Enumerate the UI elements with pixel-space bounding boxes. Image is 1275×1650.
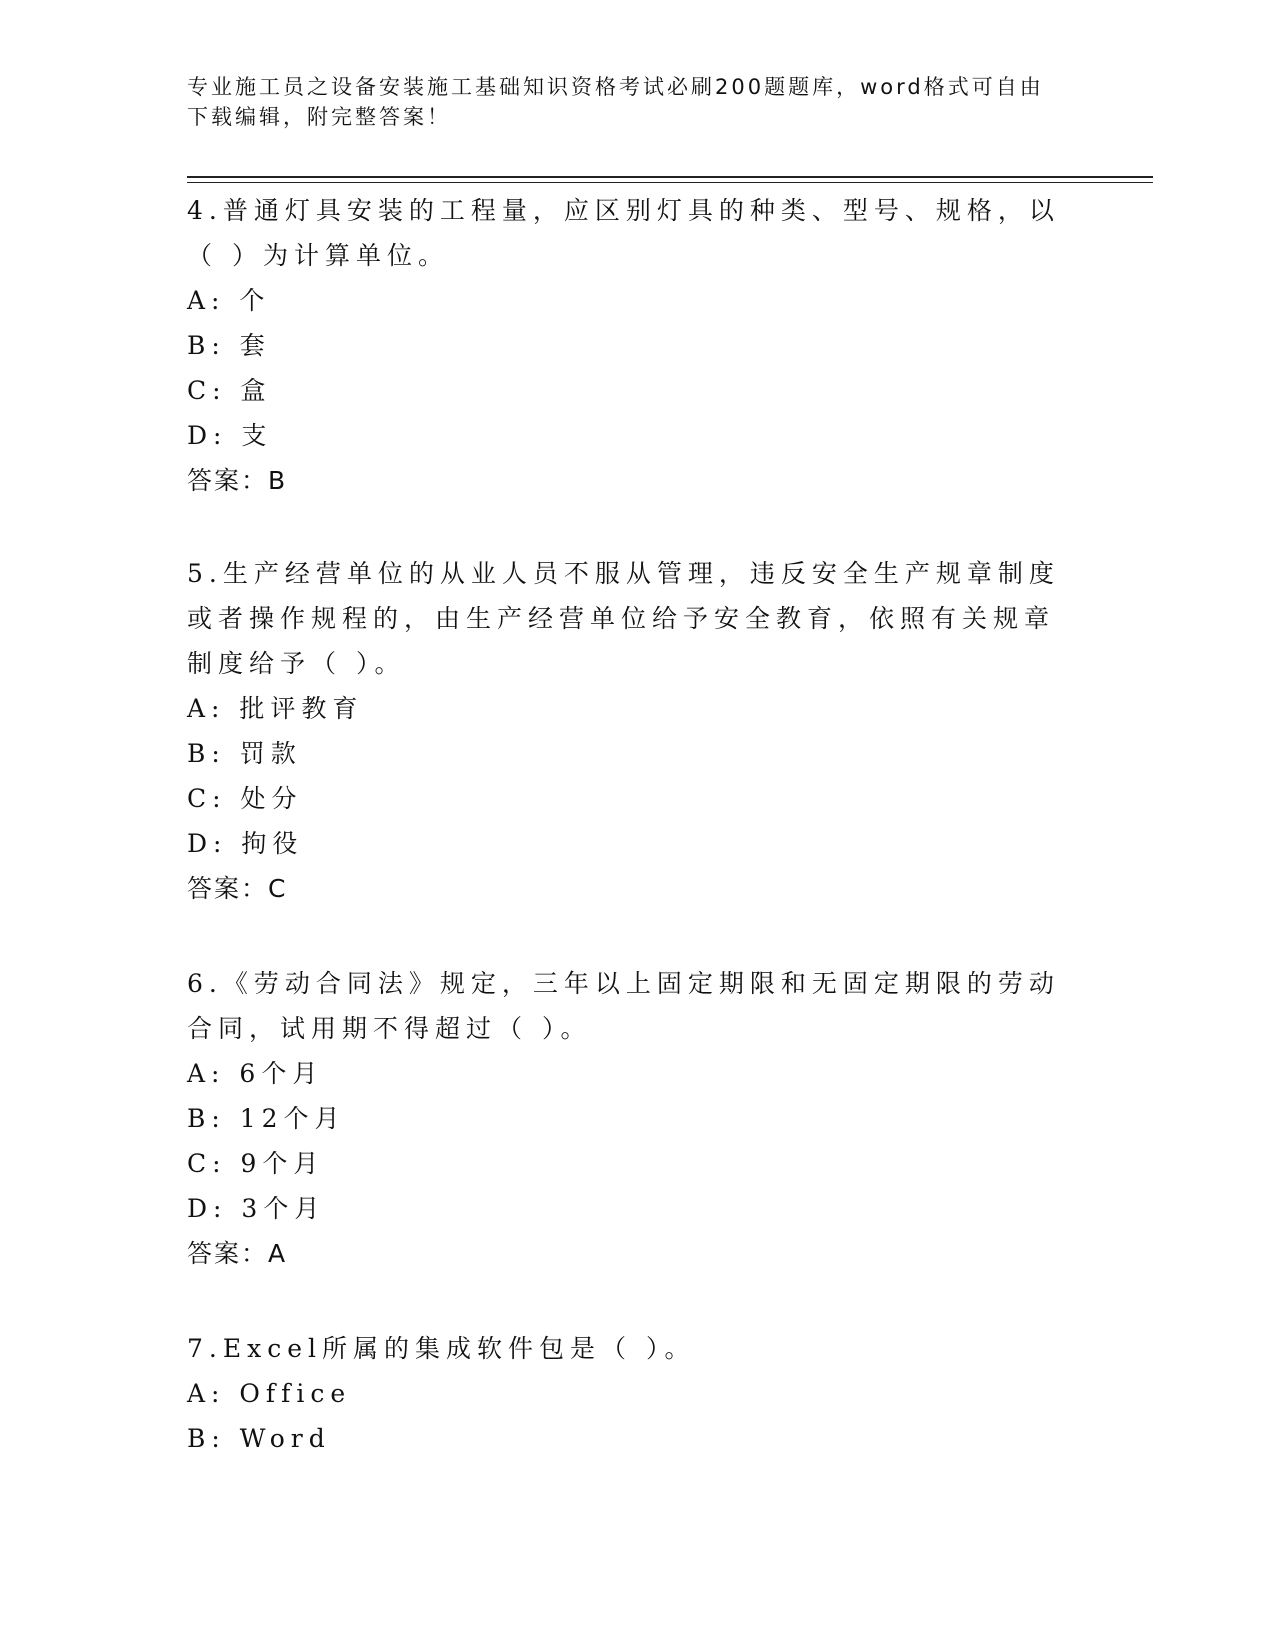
question-6 <box>187 961 1067 1276</box>
answer-line: 答案：C <box>187 874 288 903</box>
option-b: B: 套 <box>187 331 271 360</box>
question-stem: 5.生产经营单位的从业人员不服从管理，违反安全生产规章制度或者操作规程的，由生产经营单位给予安全教育，依照有关规章制度给予（ ）。 <box>187 559 1060 678</box>
option-a: A: 6个月 <box>187 1059 324 1088</box>
document-header: 专业施工员之设备安装施工基础知识资格考试必刷200题题库，word格式可自由下载编辑，附完整答案！ <box>187 75 1044 129</box>
answer-line: 答案：A <box>187 1239 288 1268</box>
option-b: B: 罚款 <box>187 739 302 768</box>
answer-line: 答案：B <box>187 466 288 495</box>
option-d: D: 拘役 <box>187 829 304 858</box>
option-c: C: 盒 <box>187 376 272 405</box>
option-b: B: 12个月 <box>187 1104 346 1133</box>
option-a: A: 批评教育 <box>187 694 364 723</box>
option-c: C: 处分 <box>187 784 303 813</box>
question-stem: 6.《劳动合同法》规定，三年以上固定期限和无固定期限的劳动合同，试用期不得超过（ ）。 <box>187 969 1060 1043</box>
option-c: C: 9个月 <box>187 1149 325 1178</box>
option-a: A: Office <box>187 1379 352 1408</box>
question-4 <box>187 188 1067 503</box>
question-7 <box>187 1326 1067 1461</box>
question-stem: 4.普通灯具安装的工程量，应区别灯具的种类、型号、规格，以（ ）为计算单位。 <box>187 196 1060 270</box>
option-b: B: Word <box>187 1424 331 1453</box>
question-5 <box>187 551 1067 911</box>
header-rule-thin <box>187 182 1153 183</box>
option-a: A: 个 <box>187 286 271 315</box>
header-rule-thick <box>187 176 1153 178</box>
option-d: D: 支 <box>187 421 273 450</box>
question-stem: 7.Excel所属的集成软件包是（ ）。 <box>187 1334 696 1363</box>
option-d: D: 3个月 <box>187 1194 326 1223</box>
